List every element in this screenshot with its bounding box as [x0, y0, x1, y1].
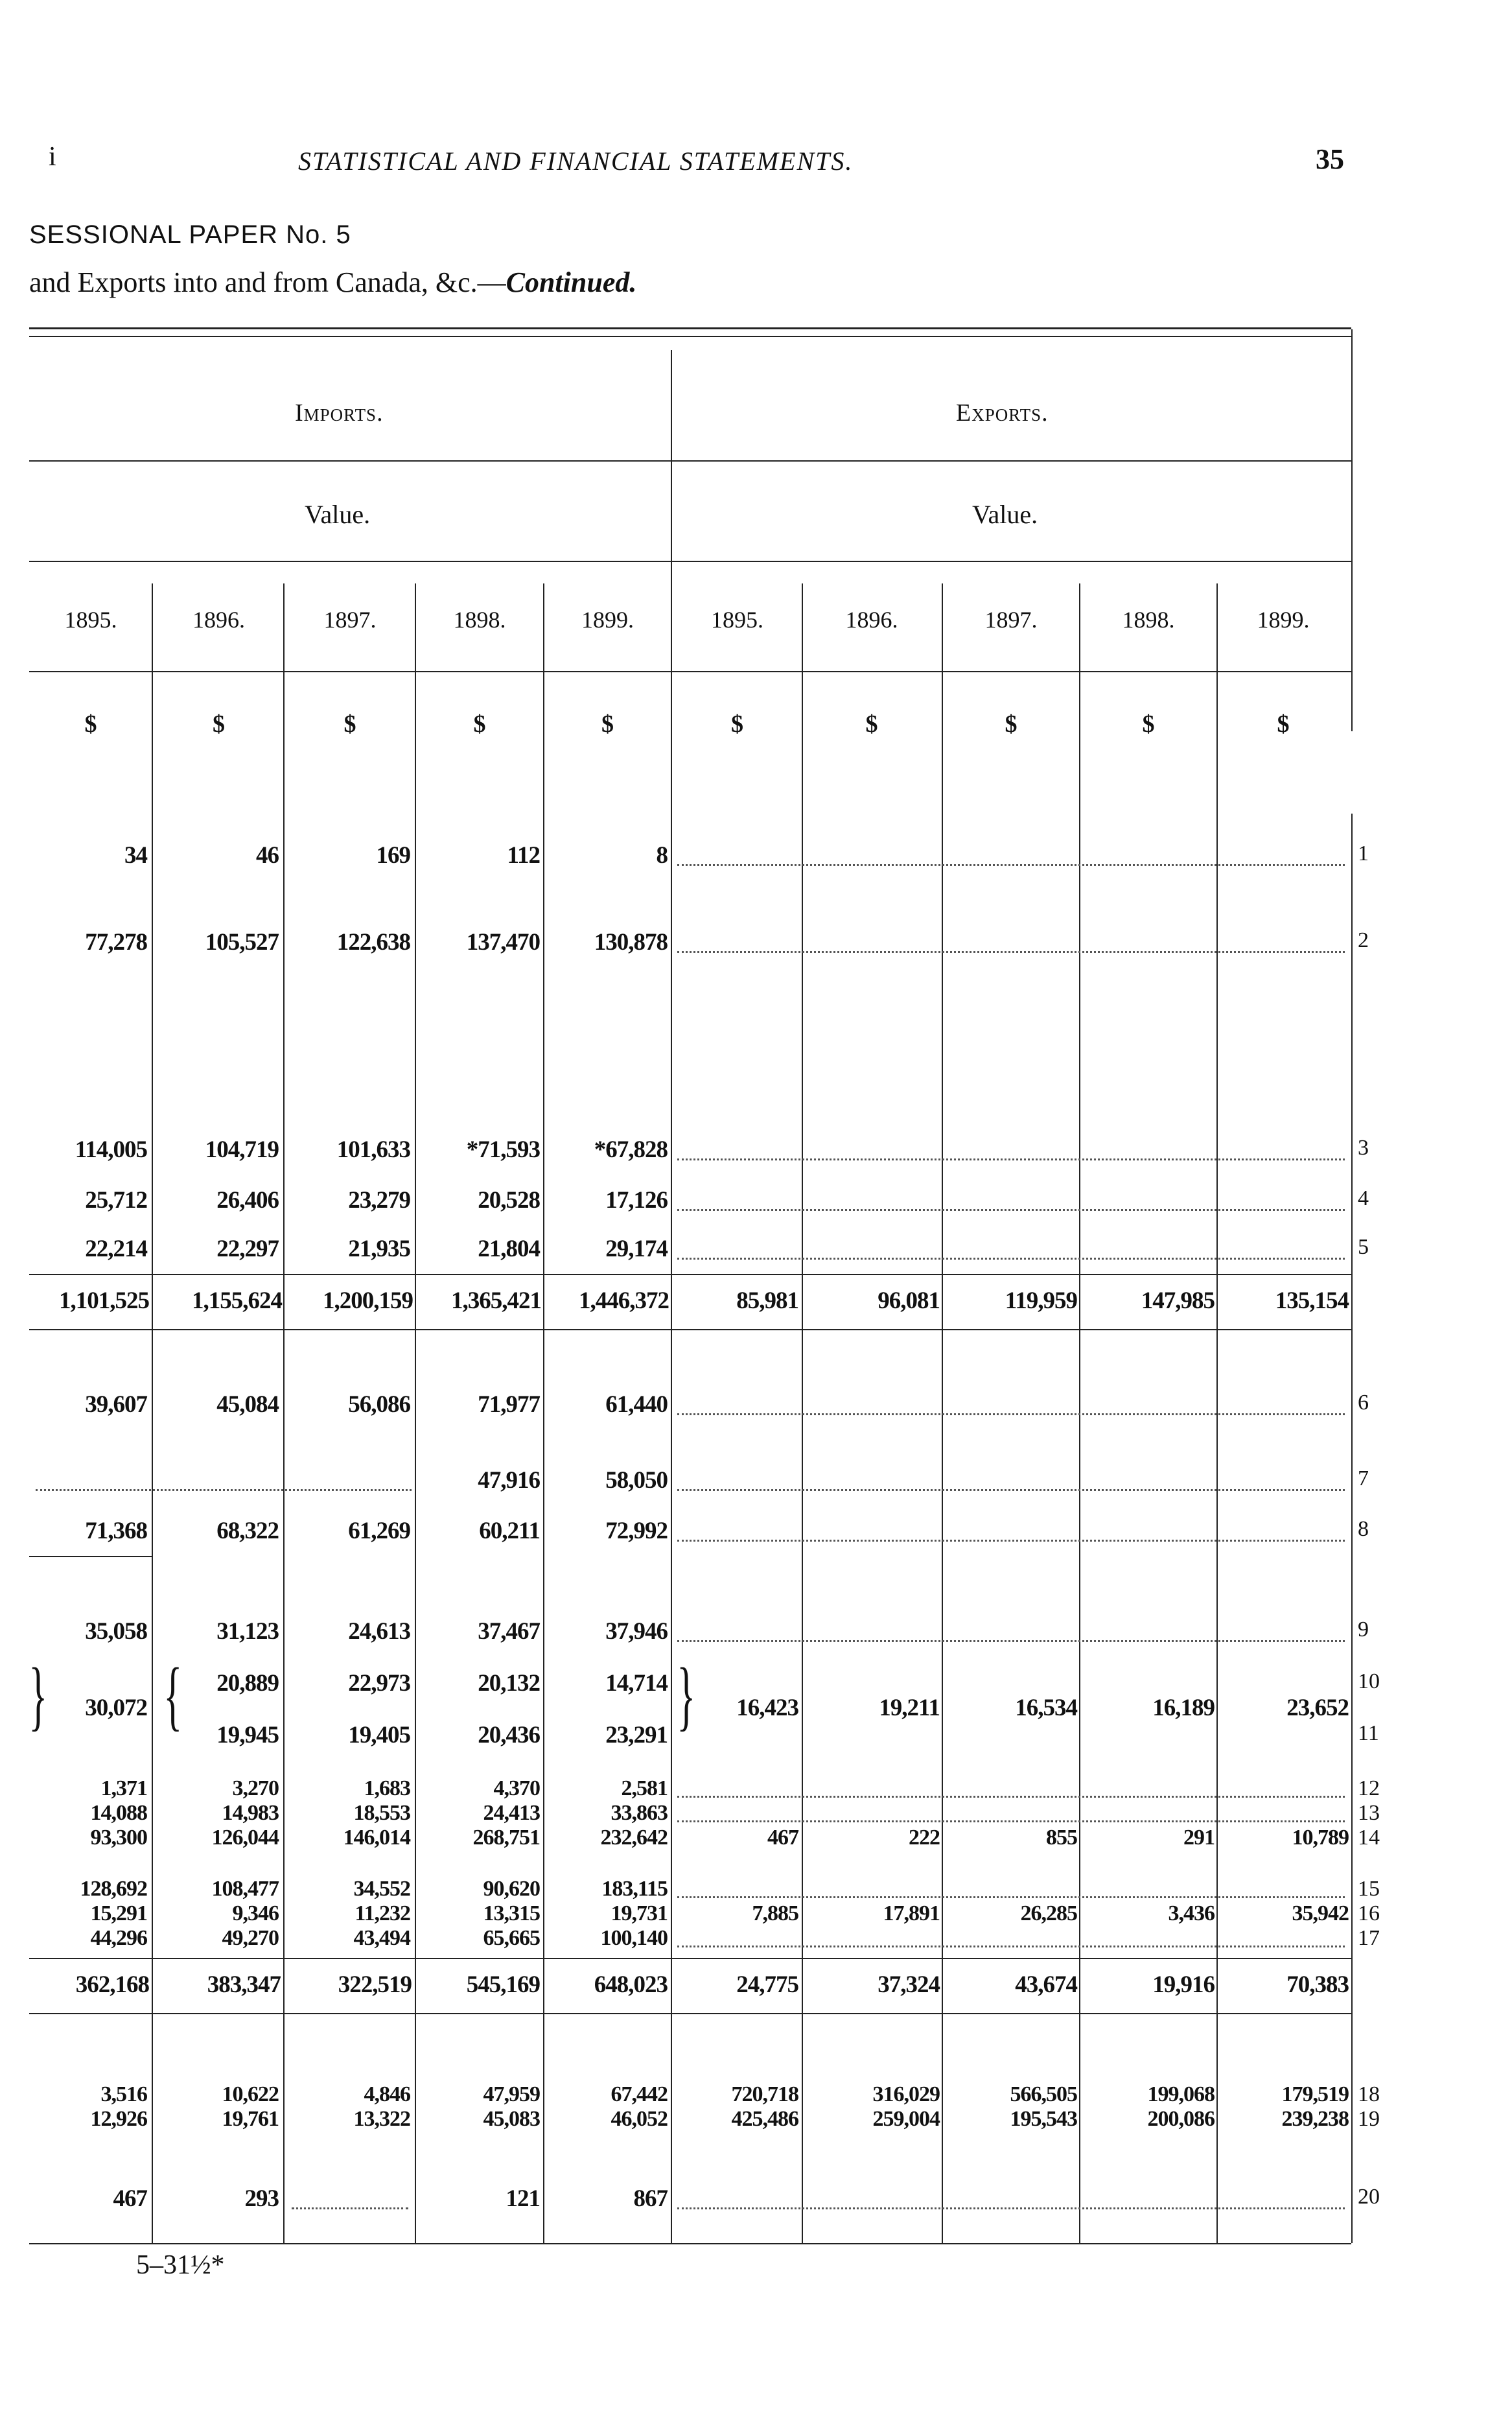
- cell-r8-c5: 72,992: [605, 1518, 668, 1544]
- total1-c8: 119,959: [1005, 1287, 1077, 1314]
- cell-r12-c1: 1,371: [100, 1776, 147, 1800]
- cell-r6-c2: 45,084: [216, 1391, 279, 1418]
- cell-r5-c5: 29,174: [605, 1236, 668, 1262]
- cell-r17-c1: 44,296: [90, 1926, 147, 1950]
- cell-r19-c9: 200,086: [1147, 2107, 1215, 2131]
- year-imports-1899: 1899.: [581, 607, 634, 633]
- rule-below-r8: [29, 1556, 152, 1557]
- row-number-2: 2: [1358, 928, 1369, 952]
- rule-below-total-2: [29, 2013, 1351, 2014]
- year-exports-1896: 1896.: [845, 607, 898, 633]
- cell-r9-c3: 24,613: [348, 1618, 410, 1645]
- intro-text: and Exports into and from Canada, &c.—: [29, 266, 506, 298]
- year-imports-1896: 1896.: [192, 607, 245, 633]
- cell-r19-c7: 259,004: [872, 2107, 940, 2131]
- row-number-12: 12: [1358, 1776, 1380, 1800]
- rule-below-total-1: [29, 1329, 1351, 1330]
- total1-c7: 96,081: [878, 1287, 940, 1314]
- cell-r14-c4: 268,751: [472, 1826, 540, 1850]
- unit-7: $: [865, 711, 878, 738]
- intro-line: [29, 266, 636, 299]
- cell-r17-c4: 65,665: [483, 1926, 540, 1950]
- cell-r10-c2: 20,889: [216, 1670, 279, 1697]
- cell-r13-c1: 14,088: [90, 1801, 147, 1825]
- cell-r1-c2: 46: [256, 842, 279, 869]
- leader-dots-r12: [677, 1796, 1345, 1798]
- cell-r10-c5: 14,714: [605, 1670, 668, 1697]
- rule-above-total-1: [29, 1274, 1351, 1275]
- cell-r16-c3: 11,232: [355, 1901, 410, 1925]
- leader-dots-r2: [677, 951, 1345, 953]
- col-divider-3: [415, 583, 416, 2243]
- cell-r8-c4: 60,211: [479, 1518, 540, 1544]
- cell-r10-11-c10: 23,652: [1286, 1695, 1349, 1721]
- cell-r18-c8: 566,505: [1010, 2082, 1077, 2106]
- total2-c1: 362,168: [75, 1971, 149, 1998]
- cell-r18-c2: 10,622: [222, 2082, 279, 2106]
- cell-r10-11-c7: 19,211: [879, 1695, 940, 1721]
- cell-r19-c8: 195,543: [1010, 2107, 1077, 2131]
- cell-r8-c3: 61,269: [348, 1518, 410, 1544]
- cell-r20-c1: 467: [113, 2185, 147, 2212]
- cell-r1-c3: 169: [376, 842, 410, 869]
- cell-r10-11-c1: 30,072: [85, 1695, 147, 1721]
- table-top-rule-2: [29, 336, 1351, 337]
- rule-under-group: [29, 460, 1351, 462]
- cell-r19-c1: 12,926: [90, 2107, 147, 2131]
- cell-r18-c6: 720,718: [731, 2082, 798, 2106]
- signature-mark: 5–31½*: [136, 2250, 225, 2280]
- cell-r20-c5: 867: [633, 2185, 668, 2212]
- cell-r14-c1: 93,300: [90, 1826, 147, 1850]
- cell-r14-c10: 10,789: [1292, 1826, 1349, 1850]
- cell-r9-c1: 35,058: [85, 1618, 147, 1645]
- row-number-14: 14: [1358, 1826, 1380, 1850]
- rule-under-value: [29, 561, 1351, 562]
- cell-r5-c2: 22,297: [216, 1236, 279, 1262]
- cell-r5-c3: 21,935: [348, 1236, 410, 1262]
- unit-2: $: [213, 711, 225, 738]
- left-brace-col2: {: [163, 1652, 183, 1738]
- cell-r19-c5: 46,052: [611, 2107, 668, 2131]
- cell-r10-11-c8: 16,534: [1015, 1695, 1077, 1721]
- total1-c4: 1,365,421: [451, 1287, 541, 1314]
- leader-dots-r17: [677, 1946, 1345, 1947]
- cell-r9-c5: 37,946: [605, 1618, 668, 1645]
- unit-9: $: [1142, 711, 1155, 738]
- cell-r10-c3: 22,973: [348, 1670, 410, 1697]
- cell-r11-c4: 20,436: [478, 1722, 540, 1748]
- cell-r16-c9: 3,436: [1168, 1901, 1215, 1925]
- row-number-5: 5: [1358, 1235, 1369, 1259]
- total1-c2: 1,155,624: [192, 1287, 282, 1314]
- cell-r15-c3: 34,552: [353, 1877, 410, 1901]
- year-imports-1897: 1897.: [323, 607, 377, 633]
- table-right-border-lower: [1351, 814, 1353, 2243]
- cell-r3-c2: 104,719: [205, 1136, 279, 1163]
- cell-r3-c1: 114,005: [75, 1136, 147, 1163]
- cell-r10-11-c6: 16,423: [736, 1695, 798, 1721]
- cell-r16-c1: 15,291: [90, 1901, 147, 1925]
- cell-r1-c4: 112: [507, 842, 540, 869]
- row-number-18: 18: [1358, 2082, 1380, 2106]
- cell-r4-c1: 25,712: [85, 1187, 147, 1214]
- cell-r17-c3: 43,494: [353, 1926, 410, 1950]
- left-mark: i: [49, 142, 56, 172]
- total1-c9: 147,985: [1141, 1287, 1215, 1314]
- cell-r14-c5: 232,642: [600, 1826, 668, 1850]
- leader-dots-r20: [677, 2207, 1345, 2209]
- cell-r17-c2: 49,270: [222, 1926, 279, 1950]
- cell-r6-c3: 56,086: [348, 1391, 410, 1418]
- cell-r13-c4: 24,413: [483, 1801, 540, 1825]
- leader-dots-r9: [677, 1640, 1345, 1642]
- table-right-border: [1351, 329, 1353, 731]
- leader-dots-r8: [677, 1540, 1345, 1542]
- cell-r6-c5: 61,440: [605, 1391, 668, 1418]
- cell-r12-c4: 4,370: [493, 1776, 540, 1800]
- total1-c5: 1,446,372: [579, 1287, 669, 1314]
- cell-r11-c5: 23,291: [605, 1722, 668, 1748]
- cell-r14-c8: 855: [1046, 1826, 1077, 1850]
- exports-heading: Exports.: [956, 399, 1049, 427]
- year-imports-1895: 1895.: [64, 607, 117, 633]
- imports-exports-divider: [671, 350, 672, 2243]
- leader-dots-r7: [677, 1489, 1345, 1491]
- year-exports-1895: 1895.: [711, 607, 763, 633]
- cell-r14-c9: 291: [1183, 1826, 1215, 1850]
- col-divider-1: [152, 583, 153, 2243]
- cell-r15-c5: 183,115: [601, 1877, 668, 1901]
- cell-r16-c4: 13,315: [483, 1901, 540, 1925]
- sessional-paper-label: SESSIONAL PAPER No. 5: [29, 220, 351, 249]
- unit-6: $: [731, 711, 743, 738]
- unit-3: $: [343, 711, 356, 738]
- total2-c9: 19,916: [1152, 1971, 1215, 1998]
- total2-c2: 383,347: [207, 1971, 281, 1998]
- cell-r15-c4: 90,620: [483, 1877, 540, 1901]
- cell-r12-c5: 2,581: [621, 1776, 668, 1800]
- cell-r18-c3: 4,846: [364, 2082, 410, 2106]
- page-number: 35: [1316, 143, 1344, 175]
- cell-r5-c1: 22,214: [85, 1236, 147, 1262]
- cell-r13-c5: 33,863: [611, 1801, 668, 1825]
- rule-under-years: [29, 671, 1351, 672]
- col-divider-2: [283, 583, 285, 2243]
- row-number-8: 8: [1358, 1517, 1369, 1541]
- leader-dots-r20-c3: [292, 2207, 408, 2209]
- running-title: STATISTICAL AND FINANCIAL STATEMENTS.: [298, 147, 854, 176]
- unit-4: $: [473, 711, 486, 738]
- intro-continued: Continued.: [506, 266, 637, 298]
- cell-r12-c2: 3,270: [232, 1776, 279, 1800]
- year-exports-1897: 1897.: [984, 607, 1038, 633]
- cell-r6-c1: 39,607: [85, 1391, 147, 1418]
- cell-r19-c4: 45,083: [483, 2107, 540, 2131]
- right-brace-exports: }: [677, 1652, 696, 1738]
- cell-r11-c2: 19,945: [216, 1722, 279, 1748]
- total2-c5: 648,023: [594, 1971, 668, 1998]
- cell-r16-c8: 26,285: [1020, 1901, 1077, 1925]
- cell-r7-c5: 58,050: [605, 1467, 668, 1494]
- left-brace-col1: }: [29, 1652, 48, 1738]
- cell-r18-c5: 67,442: [611, 2082, 668, 2106]
- row-number-17: 17: [1358, 1926, 1380, 1950]
- cell-r12-c3: 1,683: [364, 1776, 410, 1800]
- year-exports-1899: 1899.: [1257, 607, 1310, 633]
- col-divider-4: [543, 583, 544, 2243]
- cell-r14-c3: 146,014: [343, 1826, 410, 1850]
- cell-r18-c4: 47,959: [483, 2082, 540, 2106]
- total1-c3: 1,200,159: [323, 1287, 413, 1314]
- leader-dots-r1: [677, 864, 1345, 866]
- cell-r2-c4: 137,470: [466, 929, 540, 956]
- leader-dots-r6: [677, 1413, 1345, 1415]
- cell-r16-c5: 19,731: [611, 1901, 668, 1925]
- total2-c10: 70,383: [1286, 1971, 1349, 1998]
- cell-r16-c7: 17,891: [883, 1901, 940, 1925]
- cell-r8-c2: 68,322: [216, 1518, 279, 1544]
- row-number-16: 16: [1358, 1901, 1380, 1925]
- total2-c3: 322,519: [338, 1971, 412, 1998]
- cell-r4-c2: 26,406: [216, 1187, 279, 1214]
- cell-r16-c10: 35,942: [1292, 1901, 1349, 1925]
- leader-dots-r3: [677, 1158, 1345, 1160]
- year-exports-1898: 1898.: [1122, 607, 1175, 633]
- cell-r2-c1: 77,278: [85, 929, 147, 956]
- row-number-1: 1: [1358, 841, 1369, 865]
- cell-r17-c5: 100,140: [600, 1926, 668, 1950]
- cell-r19-c2: 19,761: [222, 2107, 279, 2131]
- unit-5: $: [601, 711, 614, 738]
- cell-r16-c6: 7,885: [752, 1901, 798, 1925]
- cell-r11-c3: 19,405: [348, 1722, 410, 1748]
- row-number-9: 9: [1358, 1617, 1369, 1641]
- cell-r4-c5: 17,126: [605, 1187, 668, 1214]
- leader-dots-r13: [677, 1820, 1345, 1822]
- imports-heading: Imports.: [295, 399, 384, 427]
- row-number-7: 7: [1358, 1466, 1369, 1490]
- cell-r18-c10: 179,519: [1281, 2082, 1349, 2106]
- cell-r5-c4: 21,804: [478, 1236, 540, 1262]
- cell-r2-c5: 130,878: [594, 929, 668, 956]
- cell-r7-c4: 47,916: [478, 1467, 540, 1494]
- row-number-20: 20: [1358, 2185, 1380, 2209]
- row-number-13: 13: [1358, 1801, 1380, 1825]
- cell-r9-c4: 37,467: [478, 1618, 540, 1645]
- row-number-6: 6: [1358, 1391, 1369, 1415]
- cell-r19-c6: 425,486: [731, 2107, 798, 2131]
- rule-above-total-2: [29, 1958, 1351, 1959]
- table-bottom-rule: [29, 2243, 1351, 2244]
- unit-8: $: [1005, 711, 1018, 738]
- cell-r1-c5: 8: [656, 842, 668, 869]
- unit-1: $: [84, 711, 97, 738]
- row-number-4: 4: [1358, 1186, 1369, 1210]
- cell-r1-c1: 34: [124, 842, 147, 869]
- cell-r13-c3: 18,553: [353, 1801, 410, 1825]
- cell-r8-c1: 71,368: [85, 1518, 147, 1544]
- total1-c6: 85,981: [736, 1287, 798, 1314]
- cell-r15-c2: 108,477: [211, 1877, 279, 1901]
- cell-r6-c4: 71,977: [478, 1391, 540, 1418]
- cell-r3-c4: *71,593: [466, 1136, 540, 1163]
- leader-dots-r15: [677, 1896, 1345, 1898]
- total1-c10: 135,154: [1275, 1287, 1349, 1314]
- year-imports-1898: 1898.: [453, 607, 506, 633]
- cell-r14-c6: 467: [767, 1826, 798, 1850]
- leader-dots-r4: [677, 1209, 1345, 1211]
- cell-r4-c3: 23,279: [348, 1187, 410, 1214]
- cell-r3-c3: 101,633: [336, 1136, 410, 1163]
- total2-c4: 545,169: [466, 1971, 540, 1998]
- total2-c8: 43,674: [1015, 1971, 1077, 1998]
- cell-r4-c4: 20,528: [478, 1187, 540, 1214]
- cell-r3-c5: *67,828: [594, 1136, 668, 1163]
- leader-dots-r5: [677, 1258, 1345, 1260]
- cell-r20-c2: 293: [244, 2185, 279, 2212]
- cell-r2-c3: 122,638: [336, 929, 410, 956]
- cell-r19-c3: 13,322: [353, 2107, 410, 2131]
- cell-r10-c4: 20,132: [478, 1670, 540, 1697]
- cell-r13-c2: 14,983: [222, 1801, 279, 1825]
- total1-c1: 1,101,525: [59, 1287, 149, 1314]
- total2-c7: 37,324: [878, 1971, 940, 1998]
- cell-r14-c2: 126,044: [211, 1826, 279, 1850]
- table-top-rule: [29, 327, 1351, 329]
- cell-r15-c1: 128,692: [80, 1877, 147, 1901]
- cell-r16-c2: 9,346: [232, 1901, 279, 1925]
- row-number-19: 19: [1358, 2107, 1380, 2131]
- cell-r10-11-c9: 16,189: [1152, 1695, 1215, 1721]
- row-number-11: 11: [1358, 1721, 1379, 1745]
- cell-r9-c2: 31,123: [216, 1618, 279, 1645]
- cell-r14-c7: 222: [909, 1826, 940, 1850]
- row-number-10: 10: [1358, 1669, 1380, 1693]
- imports-value-heading: Value.: [305, 500, 371, 529]
- leader-dots-r7-left: [36, 1489, 412, 1491]
- cell-r18-c9: 199,068: [1147, 2082, 1215, 2106]
- cell-r19-c10: 239,238: [1281, 2107, 1349, 2131]
- cell-r18-c1: 3,516: [100, 2082, 147, 2106]
- cell-r2-c2: 105,527: [205, 929, 279, 956]
- unit-10: $: [1277, 711, 1290, 738]
- row-number-3: 3: [1358, 1136, 1369, 1160]
- exports-value-heading: Value.: [972, 500, 1038, 529]
- cell-r18-c7: 316,029: [872, 2082, 940, 2106]
- total2-c6: 24,775: [736, 1971, 798, 1998]
- row-number-15: 15: [1358, 1877, 1380, 1901]
- cell-r20-c4: 121: [506, 2185, 540, 2212]
